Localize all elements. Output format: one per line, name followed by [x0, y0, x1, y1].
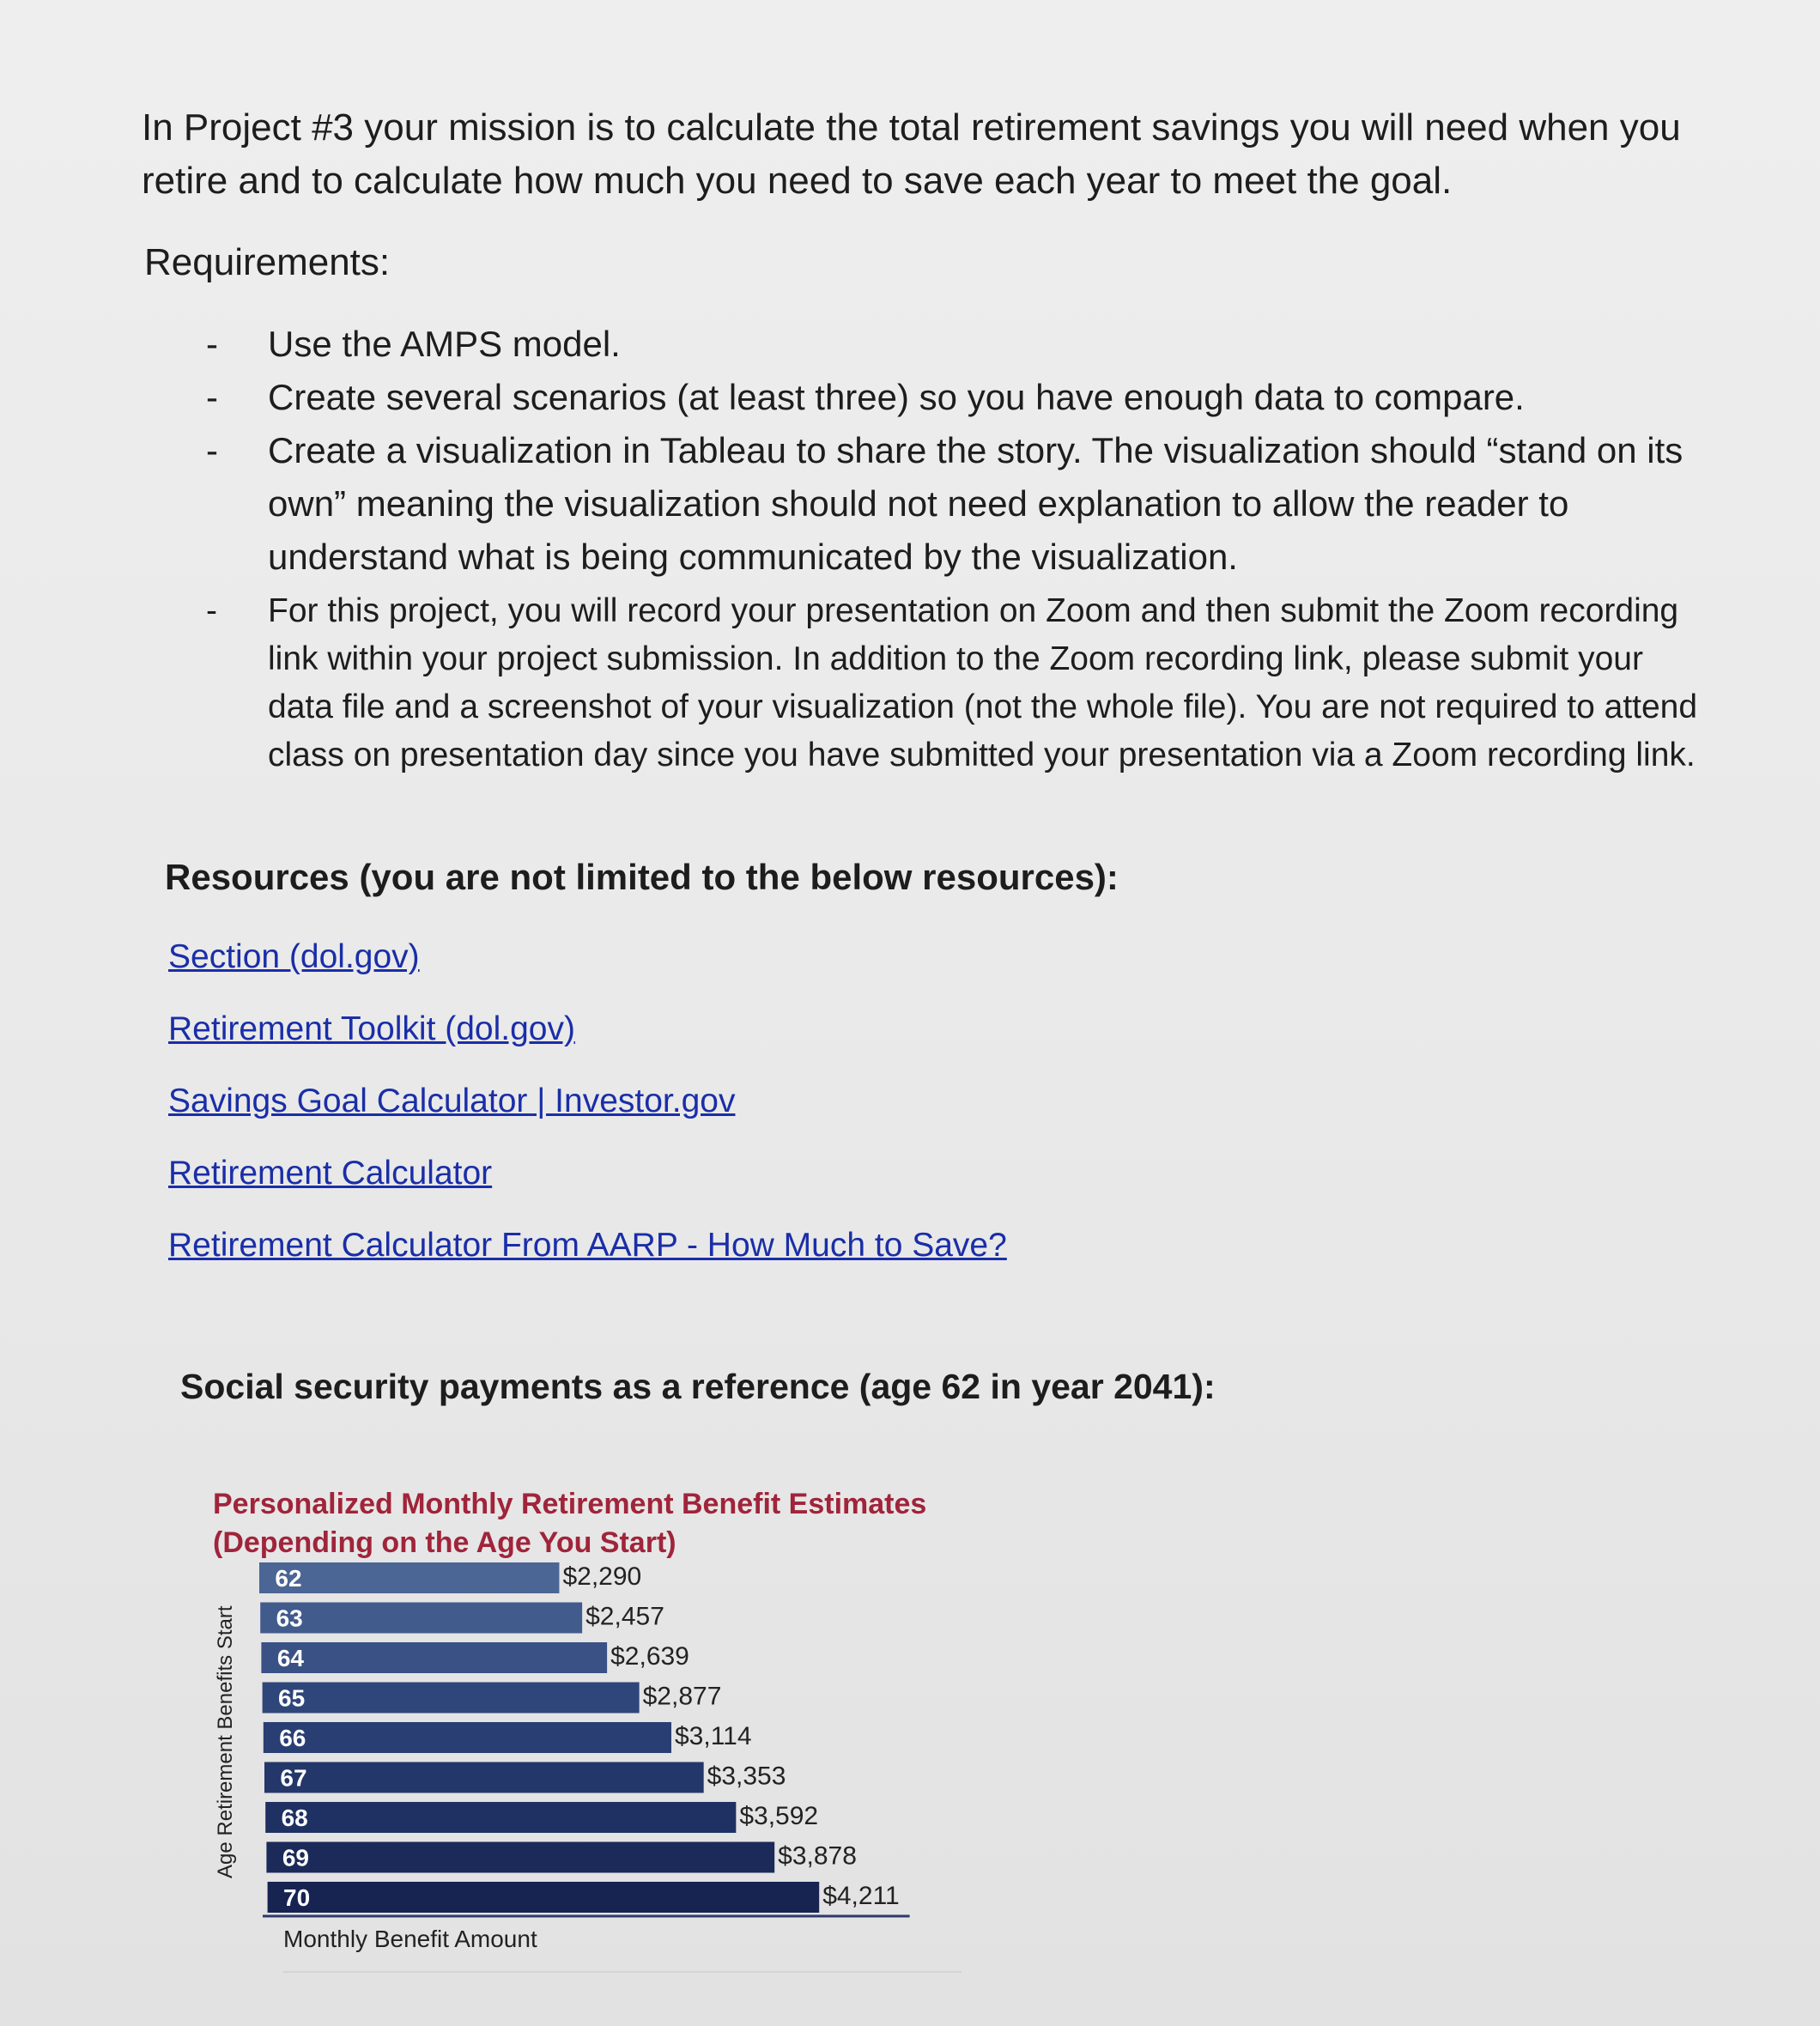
- requirements-heading: Requirements:: [144, 241, 391, 283]
- bar: [260, 1603, 582, 1634]
- chart-title: Personalized Monthly Retirement Benefit Estimates: [213, 1488, 927, 1520]
- resource-links: [168, 931, 1007, 1292]
- requirement-item: - Create several scenarios (at least three) so you have enough data to compare.: [206, 371, 1708, 424]
- link-aarp-calculator[interactable]: Retirement Calculator From AARP - How Much to Save?: [168, 1227, 1007, 1264]
- bar-value-label: $4,211: [822, 1882, 900, 1910]
- bar-category-label: 69: [282, 1844, 309, 1871]
- link-retirement-toolkit[interactable]: Retirement Toolkit (dol.gov): [168, 1010, 575, 1047]
- bar-value-label: $2,877: [642, 1682, 722, 1711]
- bar: [265, 1802, 736, 1833]
- chart-subtitle: (Depending on the Age You Start): [213, 1526, 676, 1559]
- bar-value-label: $2,290: [562, 1562, 642, 1591]
- resources-heading: Resources (you are not limited to the below resources):: [165, 857, 1119, 897]
- bar-category-label: 65: [278, 1684, 306, 1712]
- bar-value-label: $3,592: [739, 1802, 819, 1830]
- bar-category-label: 68: [281, 1805, 308, 1831]
- bar: [259, 1562, 559, 1593]
- y-axis-label: Age Retirement Benefits Start: [214, 1605, 237, 1878]
- bar-value-label: $3,353: [707, 1762, 786, 1791]
- bar-category-label: 64: [276, 1645, 304, 1671]
- chart-plot: [206, 1477, 1013, 1957]
- bar: [263, 1683, 640, 1714]
- benefit-chart: [206, 1477, 1013, 1957]
- requirement-item: - Create a visualization in Tableau to share the story. The visualization should “stand on its own” meaning the visualization should not need explanation to allow the reader to understand what is being communicated by the visualization.: [206, 424, 1708, 584]
- bar-category-label: 67: [280, 1764, 307, 1792]
- link-retirement-calculator[interactable]: Retirement Calculator: [168, 1155, 493, 1192]
- bar-value-label: $3,878: [778, 1841, 857, 1871]
- bar: [261, 1642, 607, 1673]
- x-axis-label: Monthly Benefit Amount: [283, 1926, 537, 1952]
- bar-value-label: $2,457: [585, 1602, 664, 1631]
- requirement-item: - For this project, you will record your presentation on Zoom and then submit the Zoom recording link within your project submission. In addition to the Zoom recording link, please submit your data file and a screenshot of your visualization (not the whole file). You are not required to attend class on presentation day since you have submitted your presentation via a Zoom recording link.: [206, 587, 1708, 779]
- bar-category-label: 66: [279, 1725, 306, 1751]
- bar-category-label: 62: [275, 1565, 302, 1592]
- bar: [264, 1762, 704, 1793]
- requirement-item: - Use the AMPS model.: [206, 318, 1708, 371]
- divider: [283, 1971, 962, 1973]
- bar: [264, 1722, 671, 1753]
- link-section-dol[interactable]: Section (dol.gov): [168, 938, 420, 975]
- requirements-list: [206, 318, 1708, 779]
- bar-value-label: $2,639: [610, 1642, 689, 1671]
- bar: [266, 1842, 774, 1873]
- social-security-heading: Social security payments as a reference (age 62 in year 2041):: [180, 1367, 1216, 1406]
- bar-value-label: $3,114: [674, 1722, 752, 1750]
- intro-paragraph: In Project #3 your mission is to calculate the total retirement savings you will need when you retire and to calculate how much you need to save each year to meet the goal.: [142, 106, 1681, 202]
- bar-category-label: 63: [276, 1604, 303, 1632]
- bar-category-label: 70: [283, 1884, 311, 1911]
- bar: [268, 1882, 820, 1913]
- link-savings-goal-calculator[interactable]: Savings Goal Calculator | Investor.gov: [168, 1083, 736, 1119]
